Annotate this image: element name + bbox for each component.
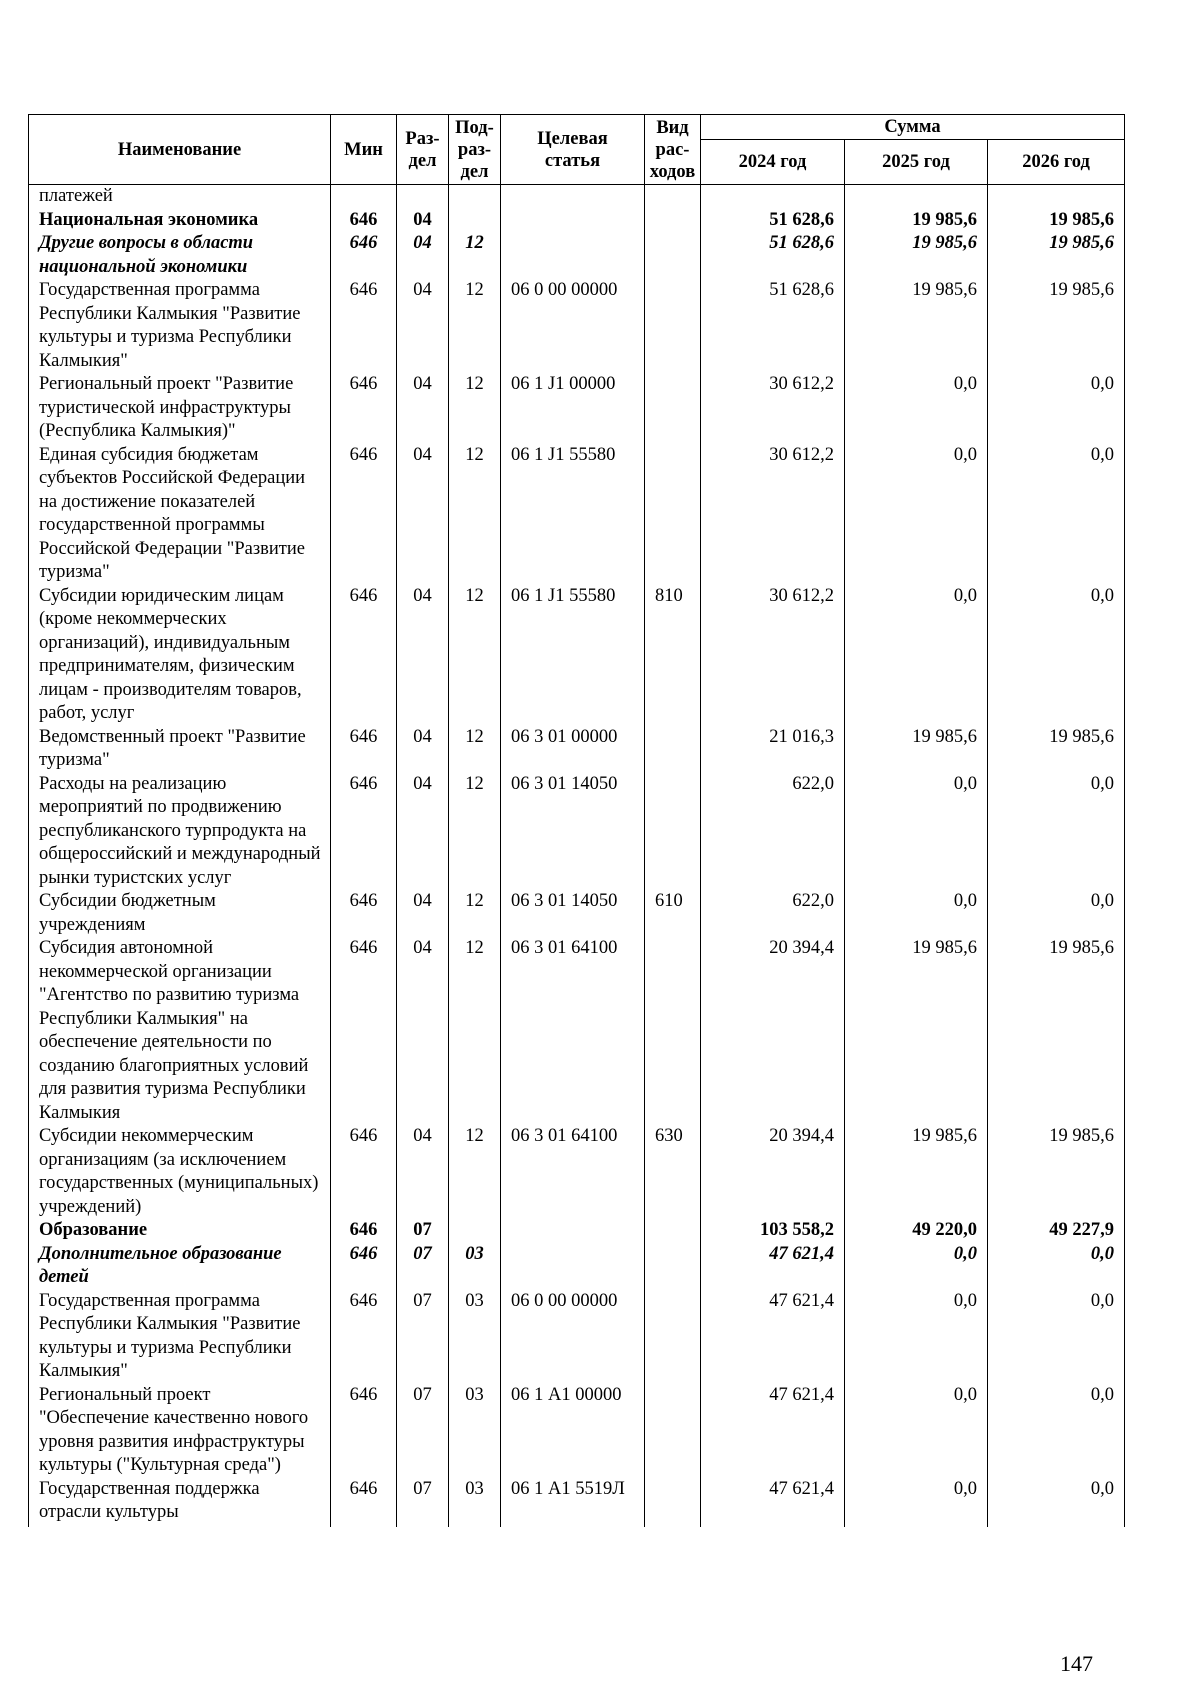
- cell-sum-2024: 30 612,2: [701, 373, 845, 444]
- cell-vid-rashodov: [645, 232, 701, 279]
- cell-celevaya-statya: 06 3 01 64100: [501, 1125, 645, 1219]
- cell-sum-2025: 49 220,0: [845, 1219, 988, 1243]
- cell-sum-2025: 0,0: [845, 1478, 988, 1527]
- table-row: [29, 726, 1125, 773]
- cell-celevaya-statya: 06 1 А1 5519Л: [501, 1478, 645, 1527]
- cell-name: Региональный проект "Обеспечение качественно нового уровня развития инфраструктуры культуры ("Культурная среда"): [29, 1384, 331, 1478]
- cell-razdel: 07: [397, 1384, 449, 1478]
- cell-celevaya-statya: [501, 1219, 645, 1243]
- table-row: [29, 1125, 1125, 1219]
- budget-table: [28, 114, 1125, 1527]
- cell-sum-2026: 0,0: [988, 1384, 1125, 1478]
- cell-podrazdel: 12: [449, 1125, 501, 1219]
- cell-sum-2024: 47 621,4: [701, 1478, 845, 1527]
- cell-sum-2026: 0,0: [988, 373, 1125, 444]
- cell-razdel: 04: [397, 937, 449, 1125]
- cell-vid-rashodov: [645, 773, 701, 891]
- table-body: [29, 185, 1125, 1527]
- cell-min: 646: [331, 937, 397, 1125]
- cell-sum-2024: 51 628,6: [701, 232, 845, 279]
- cell-sum-2025: 19 985,6: [845, 209, 988, 233]
- table-row: [29, 773, 1125, 891]
- cell-razdel: 04: [397, 209, 449, 233]
- cell-razdel: 04: [397, 890, 449, 937]
- cell-razdel: 07: [397, 1243, 449, 1290]
- table-row: [29, 890, 1125, 937]
- cell-name: Государственная программа Республики Калмыкия "Развитие культуры и туризма Республики Калмыкия": [29, 1290, 331, 1384]
- cell-celevaya-statya: [501, 1243, 645, 1290]
- cell-podrazdel: 12: [449, 585, 501, 726]
- cell-sum-2024: 47 621,4: [701, 1243, 845, 1290]
- cell-name: Государственная поддержка отрасли культуры: [29, 1478, 331, 1527]
- cell-razdel: 07: [397, 1290, 449, 1384]
- cell-sum-2026: 0,0: [988, 773, 1125, 891]
- cell-sum-2025: 0,0: [845, 585, 988, 726]
- cell-min: 646: [331, 1478, 397, 1527]
- cell-min: 646: [331, 279, 397, 373]
- cell-min: 646: [331, 1384, 397, 1478]
- table-row: [29, 937, 1125, 1125]
- cell-celevaya-statya: [501, 209, 645, 233]
- cell-podrazdel: [449, 1219, 501, 1243]
- cell-sum-2025: 19 985,6: [845, 1125, 988, 1219]
- cell-sum-2024: 30 612,2: [701, 585, 845, 726]
- cell-sum-2026: 19 985,6: [988, 726, 1125, 773]
- cell-celevaya-statya: 06 3 01 00000: [501, 726, 645, 773]
- cell-sum-2025: [845, 185, 988, 209]
- cell-name: Государственная программа Республики Калмыкия "Развитие культуры и туризма Республики Калмыкия": [29, 279, 331, 373]
- table-row: [29, 1243, 1125, 1290]
- cell-sum-2025: 0,0: [845, 373, 988, 444]
- cell-vid-rashodov: [645, 937, 701, 1125]
- cell-vid-rashodov: [645, 1219, 701, 1243]
- cell-celevaya-statya: 06 1 J1 55580: [501, 585, 645, 726]
- cell-sum-2024: [701, 185, 845, 209]
- header-summa: Сумма: [701, 115, 1125, 140]
- table-header: [29, 115, 1125, 185]
- cell-sum-2025: 0,0: [845, 1290, 988, 1384]
- cell-vid-rashodov: 810: [645, 585, 701, 726]
- cell-sum-2024: 622,0: [701, 773, 845, 891]
- cell-min: 646: [331, 1243, 397, 1290]
- cell-vid-rashodov: [645, 726, 701, 773]
- cell-celevaya-statya: 06 0 00 00000: [501, 279, 645, 373]
- cell-vid-rashodov: [645, 1384, 701, 1478]
- cell-name: Субсидии бюджетным учреждениям: [29, 890, 331, 937]
- cell-min: 646: [331, 1219, 397, 1243]
- cell-sum-2026: 0,0: [988, 585, 1125, 726]
- cell-sum-2025: 19 985,6: [845, 726, 988, 773]
- cell-podrazdel: 03: [449, 1478, 501, 1527]
- cell-sum-2025: 0,0: [845, 444, 988, 585]
- cell-min: 646: [331, 585, 397, 726]
- cell-name: Единая субсидия бюджетам субъектов Российской Федерации на достижение показателей государственной программы Российской Федерации "Развитие туризма": [29, 444, 331, 585]
- table-row: [29, 1290, 1125, 1384]
- cell-min: 646: [331, 444, 397, 585]
- cell-min: 646: [331, 1290, 397, 1384]
- cell-min: 646: [331, 773, 397, 891]
- cell-podrazdel: 12: [449, 937, 501, 1125]
- cell-razdel: 07: [397, 1219, 449, 1243]
- header-vid-rashodov: Вид рас- ходов: [645, 115, 701, 185]
- cell-vid-rashodov: [645, 279, 701, 373]
- cell-vid-rashodov: [645, 1290, 701, 1384]
- cell-razdel: 04: [397, 1125, 449, 1219]
- cell-podrazdel: 12: [449, 773, 501, 891]
- table-row: [29, 185, 1125, 209]
- cell-sum-2024: 51 628,6: [701, 209, 845, 233]
- header-celevaya-statya: Целевая статья: [501, 115, 645, 185]
- cell-sum-2025: 0,0: [845, 1384, 988, 1478]
- cell-vid-rashodov: [645, 185, 701, 209]
- header-year-2025: 2025 год: [845, 140, 988, 185]
- table-row: [29, 279, 1125, 373]
- cell-min: 646: [331, 373, 397, 444]
- header-name: Наименование: [29, 115, 331, 185]
- cell-podrazdel: 12: [449, 890, 501, 937]
- cell-celevaya-statya: [501, 232, 645, 279]
- cell-name: Субсидии некоммерческим организациям (за исключением государственных (муниципальных) учреждений): [29, 1125, 331, 1219]
- cell-name: платежей: [29, 185, 331, 209]
- cell-sum-2026: [988, 185, 1125, 209]
- cell-sum-2024: 47 621,4: [701, 1290, 845, 1384]
- cell-sum-2025: 0,0: [845, 1243, 988, 1290]
- cell-sum-2024: 20 394,4: [701, 937, 845, 1125]
- cell-name: Расходы на реализацию мероприятий по продвижению республиканского турпродукта на общероссийский и международный рынки туристских услуг: [29, 773, 331, 891]
- cell-name: Дополнительное образование детей: [29, 1243, 331, 1290]
- cell-razdel: 04: [397, 773, 449, 891]
- cell-sum-2025: 19 985,6: [845, 279, 988, 373]
- page-number: 147: [1060, 1651, 1093, 1676]
- cell-name: Субсидии юридическим лицам (кроме некоммерческих организаций), индивидуальным предпринимателям, физическим лицам - производителям товаров, работ, услуг: [29, 585, 331, 726]
- cell-vid-rashodov: 630: [645, 1125, 701, 1219]
- cell-celevaya-statya: 06 0 00 00000: [501, 1290, 645, 1384]
- table-row: [29, 1219, 1125, 1243]
- cell-sum-2025: 19 985,6: [845, 232, 988, 279]
- cell-sum-2024: 47 621,4: [701, 1384, 845, 1478]
- cell-name: Другие вопросы в области национальной экономики: [29, 232, 331, 279]
- cell-vid-rashodov: [645, 1478, 701, 1527]
- cell-sum-2026: 19 985,6: [988, 937, 1125, 1125]
- cell-podrazdel: 03: [449, 1243, 501, 1290]
- table-row: [29, 373, 1125, 444]
- cell-sum-2025: 19 985,6: [845, 937, 988, 1125]
- cell-podrazdel: 03: [449, 1384, 501, 1478]
- cell-celevaya-statya: 06 1 А1 00000: [501, 1384, 645, 1478]
- cell-vid-rashodov: [645, 444, 701, 585]
- cell-min: 646: [331, 726, 397, 773]
- cell-razdel: 04: [397, 444, 449, 585]
- cell-sum-2026: 19 985,6: [988, 232, 1125, 279]
- cell-podrazdel: 12: [449, 232, 501, 279]
- cell-razdel: 07: [397, 1478, 449, 1527]
- cell-sum-2026: 49 227,9: [988, 1219, 1125, 1243]
- cell-sum-2026: 19 985,6: [988, 279, 1125, 373]
- cell-sum-2025: 0,0: [845, 890, 988, 937]
- header-year-2024: 2024 год: [701, 140, 845, 185]
- header-razdel: Раз- дел: [397, 115, 449, 185]
- cell-celevaya-statya: 06 1 J1 55580: [501, 444, 645, 585]
- cell-sum-2024: 30 612,2: [701, 444, 845, 585]
- cell-celevaya-statya: 06 3 01 14050: [501, 890, 645, 937]
- cell-min: 646: [331, 209, 397, 233]
- cell-min: 646: [331, 232, 397, 279]
- cell-celevaya-statya: 06 3 01 14050: [501, 773, 645, 891]
- cell-podrazdel: 03: [449, 1290, 501, 1384]
- cell-vid-rashodov: [645, 373, 701, 444]
- cell-podrazdel: [449, 209, 501, 233]
- cell-vid-rashodov: [645, 209, 701, 233]
- cell-sum-2026: 0,0: [988, 890, 1125, 937]
- cell-sum-2026: 0,0: [988, 444, 1125, 585]
- cell-sum-2026: 0,0: [988, 1478, 1125, 1527]
- cell-vid-rashodov: 610: [645, 890, 701, 937]
- table-row: [29, 209, 1125, 233]
- cell-name: Национальная экономика: [29, 209, 331, 233]
- cell-sum-2026: 0,0: [988, 1290, 1125, 1384]
- table-row: [29, 232, 1125, 279]
- cell-sum-2026: 19 985,6: [988, 209, 1125, 233]
- cell-celevaya-statya: 06 1 J1 00000: [501, 373, 645, 444]
- table-row: [29, 1478, 1125, 1527]
- cell-podrazdel: 12: [449, 279, 501, 373]
- cell-sum-2024: 20 394,4: [701, 1125, 845, 1219]
- cell-celevaya-statya: 06 3 01 64100: [501, 937, 645, 1125]
- cell-sum-2024: 51 628,6: [701, 279, 845, 373]
- cell-min: 646: [331, 890, 397, 937]
- header-year-2026: 2026 год: [988, 140, 1125, 185]
- cell-razdel: 04: [397, 585, 449, 726]
- cell-sum-2024: 21 016,3: [701, 726, 845, 773]
- header-podrazdel: Под- раз- дел: [449, 115, 501, 185]
- cell-celevaya-statya: [501, 185, 645, 209]
- cell-podrazdel: 12: [449, 373, 501, 444]
- cell-podrazdel: 12: [449, 444, 501, 585]
- cell-sum-2026: 0,0: [988, 1243, 1125, 1290]
- header-min: Мин: [331, 115, 397, 185]
- cell-razdel: [397, 185, 449, 209]
- cell-podrazdel: [449, 185, 501, 209]
- cell-podrazdel: 12: [449, 726, 501, 773]
- table-row: [29, 1384, 1125, 1478]
- cell-razdel: 04: [397, 232, 449, 279]
- cell-sum-2024: 103 558,2: [701, 1219, 845, 1243]
- cell-razdel: 04: [397, 726, 449, 773]
- cell-sum-2025: 0,0: [845, 773, 988, 891]
- cell-name: Образование: [29, 1219, 331, 1243]
- cell-name: Ведомственный проект "Развитие туризма": [29, 726, 331, 773]
- cell-sum-2024: 622,0: [701, 890, 845, 937]
- cell-sum-2026: 19 985,6: [988, 1125, 1125, 1219]
- cell-min: 646: [331, 1125, 397, 1219]
- cell-razdel: 04: [397, 279, 449, 373]
- cell-vid-rashodov: [645, 1243, 701, 1290]
- cell-min: [331, 185, 397, 209]
- cell-name: Субсидия автономной некоммерческой организации "Агентство по развитию туризма Республики Калмыкия" на обеспечение деятельности по созданию благоприятных условий для развития туризма Республики Калмыкия: [29, 937, 331, 1125]
- cell-name: Региональный проект "Развитие туристической инфраструктуры (Республика Калмыкия)": [29, 373, 331, 444]
- table-row: [29, 444, 1125, 585]
- cell-razdel: 04: [397, 373, 449, 444]
- table-row: [29, 585, 1125, 726]
